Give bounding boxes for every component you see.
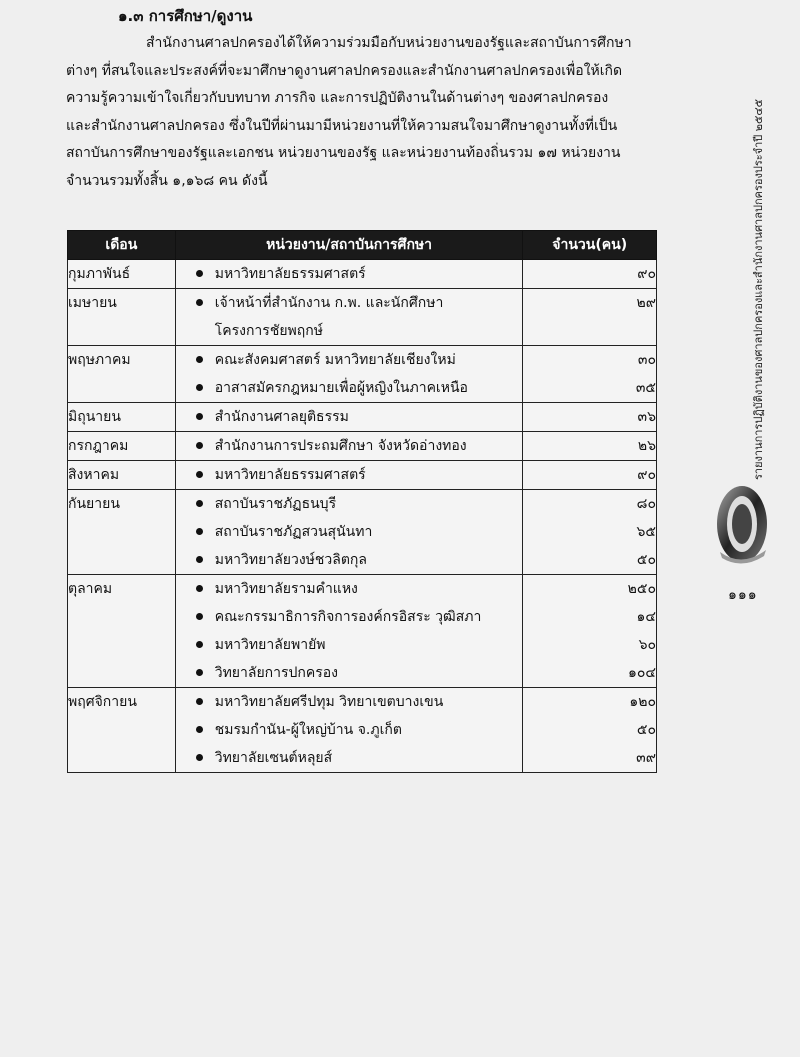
header-count: จำนวน(คน) <box>523 231 657 260</box>
unit-name: ชมรมกำนัน-ผู้ใหญ่บ้าน จ.ภูเก็ต <box>214 722 402 738</box>
month-cell: ตุลาคม <box>68 575 176 688</box>
bullet-icon <box>196 585 203 592</box>
count-value: ๘๐ <box>636 496 656 512</box>
unit-entry <box>176 546 523 574</box>
count-value: ๙๐ <box>637 467 656 483</box>
unit-name: สำนักงานศาลยุติธรรม <box>214 409 349 425</box>
unit-name: คณะกรรมาธิการกิจการองค์กรอิสระ วุฒิสภา <box>214 609 482 625</box>
bullet-icon <box>196 726 203 733</box>
bullet-icon <box>196 299 203 306</box>
page-number: ๑๑๑ <box>728 587 758 603</box>
count-cell <box>523 575 657 688</box>
table-row <box>68 289 657 346</box>
count-cell <box>523 260 657 289</box>
unit-entry <box>176 575 523 603</box>
table-row <box>68 575 657 688</box>
month-cell: พฤษภาคม <box>68 346 176 403</box>
paragraph-line: ความรู้ความเข้าใจเกี่ยวกับบทบาท ภารกิจ และการปฏิบัติงานในด้านต่างๆ ของศาลปกครอง <box>66 90 609 107</box>
paragraph-line: และสำนักงานศาลปกครอง ซึ่งในปีที่ผ่านมามีหน่วยงานที่ให้ความสนใจมาศึกษาดูงานทั้งที่เป็น <box>66 117 618 134</box>
unit-entry <box>176 289 523 317</box>
unit-entry <box>176 461 523 489</box>
bullet-icon <box>196 356 203 363</box>
unit-cell <box>175 461 523 490</box>
count-value: ๒๙ <box>636 295 656 311</box>
bullet-icon <box>196 500 203 507</box>
count-value: ๑๔ <box>636 609 656 625</box>
bullet-icon <box>196 471 203 478</box>
month-cell: พฤศจิกายน <box>68 688 176 773</box>
side-caption-text: รายงานการปฏิบัติงานของศาลปกครองและสำนักงานศาลปกครองประจำปี ๒๕๔๕ <box>752 99 765 480</box>
paragraph-line: จำนวนรวมทั้งสิ้น ๑,๑๖๘ คน ดังนี้ <box>66 172 268 189</box>
count-value: ๓๖ <box>637 409 656 425</box>
unit-name: มหาวิทยาลัยธรรมศาสตร์ <box>214 467 366 483</box>
count-cell <box>523 403 657 432</box>
unit-entry <box>176 603 523 631</box>
count-cell <box>523 688 657 773</box>
unit-entry <box>176 346 523 374</box>
unit-cell <box>175 289 523 346</box>
bullet-icon <box>196 698 203 705</box>
visits-table <box>67 230 657 773</box>
unit-cell <box>175 575 523 688</box>
count-cell <box>523 461 657 490</box>
table-row <box>68 490 657 575</box>
unit-cell <box>175 346 523 403</box>
count-value: ๑๐๔ <box>627 665 656 681</box>
unit-cell <box>175 260 523 289</box>
table-row <box>68 688 657 773</box>
unit-name: อาสาสมัครกฎหมายเพื่อผู้หญิงในภาคเหนือ <box>214 380 468 396</box>
unit-name: วิทยาลัยการปกครอง <box>214 665 339 681</box>
month-cell: กุมภาพันธ์ <box>68 260 176 289</box>
month-cell: เมษายน <box>68 289 176 346</box>
count-value: ๒๕๐ <box>627 581 656 597</box>
unit-entry <box>176 744 523 772</box>
unit-cell <box>175 688 523 773</box>
bullet-icon <box>196 413 203 420</box>
unit-entry <box>176 317 523 345</box>
unit-name: มหาวิทยาลัยวงษ์ชวลิตกุล <box>214 552 367 568</box>
table-row <box>68 432 657 461</box>
unit-name: มหาวิทยาลัยศรีปทุม วิทยาเขตบางเขน <box>214 694 444 710</box>
unit-name: มหาวิทยาลัยรามคำแหง <box>214 581 358 597</box>
intro-paragraph <box>66 30 656 196</box>
count-value: ๓๐ <box>637 352 656 368</box>
unit-entry <box>176 518 523 546</box>
unit-entry <box>176 374 523 402</box>
unit-name: เจ้าหน้าที่สำนักงาน ก.พ. และนักศึกษา <box>214 295 444 311</box>
count-value <box>523 317 656 345</box>
table-row <box>68 260 657 289</box>
count-value: ๓๕ <box>635 380 656 396</box>
unit-name: โครงการชัยพฤกษ์ <box>214 323 323 339</box>
unit-entry <box>176 659 523 687</box>
unit-entry <box>176 260 523 288</box>
bullet-icon <box>196 613 203 620</box>
count-value: ๙๐ <box>637 266 656 282</box>
count-value: ๕๐ <box>636 552 656 568</box>
unit-cell <box>175 490 523 575</box>
bullet-icon <box>196 528 203 535</box>
header-month: เดือน <box>68 231 176 260</box>
count-cell <box>523 432 657 461</box>
unit-entry <box>176 631 523 659</box>
unit-cell <box>175 432 523 461</box>
court-emblem-icon <box>712 482 770 568</box>
bullet-icon <box>196 754 203 761</box>
unit-name: สถาบันราชภัฏธนบุรี <box>214 496 337 512</box>
unit-name: มหาวิทยาลัยธรรมศาสตร์ <box>214 266 366 282</box>
unit-name: สำนักงานการประถมศึกษา จังหวัดอ่างทอง <box>214 438 467 454</box>
unit-name: วิทยาลัยเซนต์หลุยส์ <box>214 750 333 766</box>
count-cell <box>523 289 657 346</box>
paragraph-line: สถาบันการศึกษาของรัฐและเอกชน หน่วยงานของรัฐ และหน่วยงานท้องถิ่นรวม ๑๗ หน่วยงาน <box>66 145 621 162</box>
bullet-icon <box>196 442 203 449</box>
header-unit: หน่วยงาน/สถาบันการศึกษา <box>175 231 523 260</box>
month-cell: กรกฎาคม <box>68 432 176 461</box>
table-header-row <box>68 231 657 260</box>
table-body <box>68 260 657 773</box>
bullet-icon <box>196 641 203 648</box>
count-value: ๒๖ <box>637 438 656 454</box>
table-row <box>68 403 657 432</box>
unit-entry <box>176 403 523 431</box>
unit-name: คณะสังคมศาสตร์ มหาวิทยาลัยเชียงใหม่ <box>214 352 456 368</box>
count-value: ๖๕ <box>636 524 656 540</box>
section-heading: ๑.๓ การศึกษา/ดูงาน <box>118 7 253 25</box>
bullet-icon <box>196 556 203 563</box>
paragraph-line: ต่างๆ ที่สนใจและประสงค์ที่จะมาศึกษาดูงานศาลปกครองและสำนักงานศาลปกครองเพื่อให้เกิด <box>66 62 623 79</box>
table-row <box>68 346 657 403</box>
count-value: ๖๐ <box>638 637 656 653</box>
unit-name: มหาวิทยาลัยพายัพ <box>214 637 326 653</box>
count-cell <box>523 346 657 403</box>
month-cell: กันยายน <box>68 490 176 575</box>
table-row <box>68 461 657 490</box>
count-cell <box>523 490 657 575</box>
unit-entry <box>176 432 523 460</box>
month-cell: สิงหาคม <box>68 461 176 490</box>
paragraph-line: สำนักงานศาลปกครองได้ให้ความร่วมมือกับหน่วยงานของรัฐและสถาบันการศึกษา <box>146 35 632 51</box>
unit-entry <box>176 688 523 716</box>
bullet-icon <box>196 384 203 391</box>
unit-entry <box>176 716 523 744</box>
count-value: ๑๒๐ <box>629 694 656 710</box>
month-cell: มิถุนายน <box>68 403 176 432</box>
unit-entry <box>176 490 523 518</box>
count-value: ๓๙ <box>636 750 656 766</box>
side-caption <box>733 99 765 480</box>
unit-name: สถาบันราชภัฏสวนสุนันทา <box>214 524 373 540</box>
bullet-icon <box>196 669 203 676</box>
unit-cell <box>175 403 523 432</box>
count-value: ๕๐ <box>636 722 656 738</box>
bullet-icon <box>196 270 203 277</box>
